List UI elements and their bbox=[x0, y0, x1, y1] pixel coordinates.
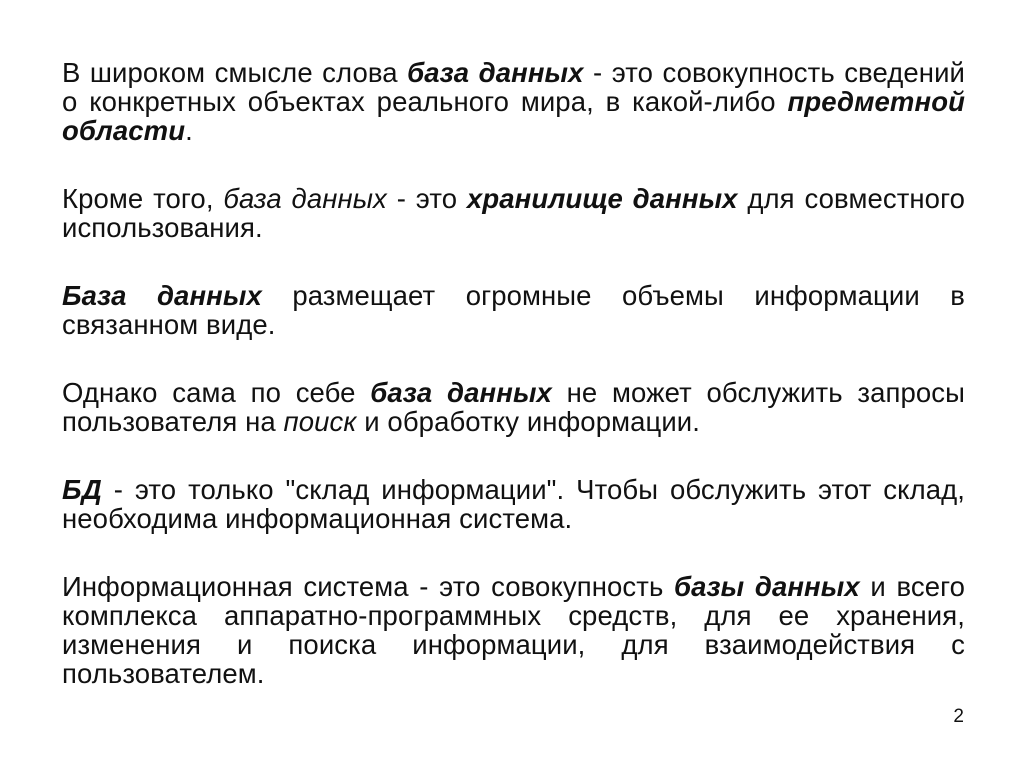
emphasis-run: БД bbox=[62, 474, 102, 505]
paragraph-1 bbox=[62, 58, 965, 145]
text-run: Кроме того, bbox=[62, 183, 224, 214]
emphasis-run: База данных bbox=[62, 280, 262, 311]
emphasis-run: база данных bbox=[370, 377, 552, 408]
text-run: - это bbox=[386, 183, 467, 214]
text-run: Однако сама по себе bbox=[62, 377, 371, 408]
text-run: В широком смысле слова bbox=[62, 57, 408, 88]
emphasis-run: поиск bbox=[283, 406, 357, 437]
text-run: Информационная система - это совокупность bbox=[62, 571, 674, 602]
paragraph-5 bbox=[62, 475, 965, 533]
emphasis-run: предметной области bbox=[62, 86, 965, 146]
text-run: размещает огромные объемы информации в связанном виде. bbox=[62, 280, 966, 340]
emphasis-run: база данных bbox=[407, 57, 584, 88]
text-run: и обработку информации. bbox=[356, 406, 701, 437]
paragraph-2 bbox=[62, 184, 965, 242]
page-number: 2 bbox=[953, 706, 964, 727]
paragraph-6 bbox=[62, 572, 965, 688]
text-run: - это только "склад информации". Чтобы обслужить этот склад, необходима информационная система. bbox=[62, 474, 965, 534]
text-run: - это совокупность сведений о конкретных объектах реального мира, в какой-либо bbox=[62, 57, 965, 117]
emphasis-run: базы данных bbox=[674, 571, 860, 602]
emphasis-run: хранилище данных bbox=[466, 183, 738, 214]
text-run: . bbox=[185, 115, 193, 146]
emphasis-run: база данных bbox=[223, 183, 387, 214]
slide-body bbox=[62, 58, 965, 688]
paragraph-3 bbox=[62, 281, 965, 339]
text-run: не может обслужить запросы пользователя на bbox=[62, 377, 965, 437]
paragraph-4 bbox=[62, 378, 965, 436]
text-run: для совместного использования. bbox=[62, 183, 965, 243]
text-run: и всего комплекса аппаратно-программных средств, для ее хранения, изменения и поиска информации, для взаимодействия с пользователем. bbox=[62, 571, 966, 689]
